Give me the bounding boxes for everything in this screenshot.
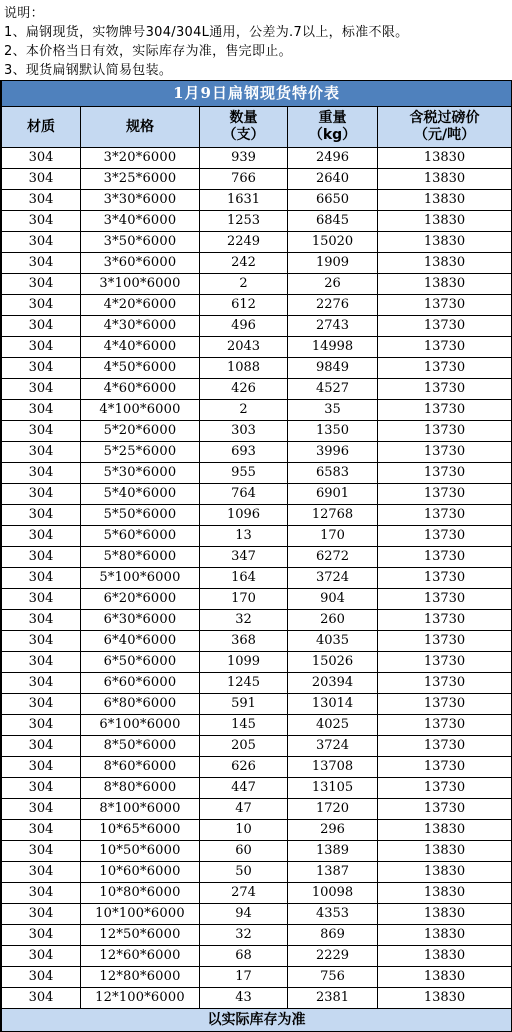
cell-quantity: 2249 [200, 232, 288, 253]
note-line: 1、扁钢现货，实物牌号304/304L通用，公差为.7以上，标准不限。 [4, 25, 409, 40]
cell-price: 13730 [378, 652, 512, 673]
cell-material: 304 [2, 358, 81, 379]
cell-material: 304 [2, 610, 81, 631]
header-weight-label: 重量 [318, 110, 347, 126]
header-quantity-label: 数量 [229, 110, 258, 126]
cell-spec: 12*80*6000 [81, 967, 200, 988]
cell-spec: 6*40*6000 [81, 631, 200, 652]
cell-spec: 10*50*6000 [81, 841, 200, 862]
cell-weight: 2381 [288, 988, 378, 1009]
cell-price: 13730 [378, 526, 512, 547]
cell-price: 13830 [378, 274, 512, 295]
cell-weight: 3996 [288, 442, 378, 463]
cell-spec: 5*20*6000 [81, 421, 200, 442]
table-row [2, 610, 512, 631]
table-row [2, 841, 512, 862]
cell-spec: 12*100*6000 [81, 988, 200, 1009]
cell-quantity: 242 [200, 253, 288, 274]
table-body [2, 148, 512, 1009]
cell-weight: 3724 [288, 568, 378, 589]
cell-spec: 10*65*6000 [81, 820, 200, 841]
cell-price: 13830 [378, 988, 512, 1009]
header-weight-unit: （kg） [308, 127, 357, 143]
table-row [2, 967, 512, 988]
cell-price: 13830 [378, 946, 512, 967]
cell-price: 13730 [378, 589, 512, 610]
cell-material: 304 [2, 967, 81, 988]
cell-weight: 296 [288, 820, 378, 841]
cell-weight: 26 [288, 274, 378, 295]
cell-material: 304 [2, 421, 81, 442]
cell-weight: 15020 [288, 232, 378, 253]
cell-weight: 6650 [288, 190, 378, 211]
cell-price: 13830 [378, 232, 512, 253]
cell-weight: 9849 [288, 358, 378, 379]
cell-spec: 4*100*6000 [81, 400, 200, 421]
cell-weight: 1389 [288, 841, 378, 862]
header-material: 材质 [2, 107, 81, 148]
price-table [1, 80, 512, 1032]
cell-price: 13730 [378, 715, 512, 736]
cell-weight: 35 [288, 400, 378, 421]
cell-quantity: 274 [200, 883, 288, 904]
cell-spec: 6*60*6000 [81, 673, 200, 694]
header-quantity-unit: （支） [222, 127, 265, 143]
cell-material: 304 [2, 190, 81, 211]
cell-spec: 3*100*6000 [81, 274, 200, 295]
cell-price: 13730 [378, 463, 512, 484]
cell-quantity: 347 [200, 547, 288, 568]
cell-quantity: 764 [200, 484, 288, 505]
cell-quantity: 1253 [200, 211, 288, 232]
cell-weight: 13014 [288, 694, 378, 715]
cell-weight: 20394 [288, 673, 378, 694]
cell-price: 13830 [378, 967, 512, 988]
notes-block [0, 0, 512, 80]
cell-price: 13730 [378, 358, 512, 379]
cell-spec: 5*25*6000 [81, 442, 200, 463]
cell-weight: 10098 [288, 883, 378, 904]
cell-price: 13730 [378, 799, 512, 820]
table-row [2, 988, 512, 1009]
table-row [2, 715, 512, 736]
cell-material: 304 [2, 316, 81, 337]
cell-spec: 3*20*6000 [81, 148, 200, 169]
cell-price: 13730 [378, 610, 512, 631]
cell-quantity: 1631 [200, 190, 288, 211]
cell-material: 304 [2, 274, 81, 295]
cell-price: 13830 [378, 925, 512, 946]
cell-price: 13730 [378, 484, 512, 505]
cell-spec: 5*100*6000 [81, 568, 200, 589]
cell-quantity: 60 [200, 841, 288, 862]
cell-quantity: 939 [200, 148, 288, 169]
cell-price: 13830 [378, 148, 512, 169]
cell-quantity: 205 [200, 736, 288, 757]
cell-spec: 4*40*6000 [81, 337, 200, 358]
cell-material: 304 [2, 148, 81, 169]
cell-spec: 5*60*6000 [81, 526, 200, 547]
cell-price: 13830 [378, 883, 512, 904]
table-row [2, 484, 512, 505]
table-row [2, 400, 512, 421]
table-row [2, 799, 512, 820]
cell-price: 13730 [378, 694, 512, 715]
cell-quantity: 591 [200, 694, 288, 715]
cell-material: 304 [2, 841, 81, 862]
cell-material: 304 [2, 673, 81, 694]
cell-price: 13730 [378, 547, 512, 568]
cell-quantity: 17 [200, 967, 288, 988]
header-price-label: 含税过磅价 [409, 110, 480, 126]
table-row [2, 589, 512, 610]
cell-weight: 2640 [288, 169, 378, 190]
cell-weight: 1909 [288, 253, 378, 274]
cell-spec: 10*60*6000 [81, 862, 200, 883]
table-row [2, 757, 512, 778]
cell-spec: 6*20*6000 [81, 589, 200, 610]
cell-material: 304 [2, 484, 81, 505]
cell-weight: 3724 [288, 736, 378, 757]
cell-quantity: 626 [200, 757, 288, 778]
cell-material: 304 [2, 169, 81, 190]
cell-weight: 1387 [288, 862, 378, 883]
cell-weight: 4353 [288, 904, 378, 925]
cell-weight: 2276 [288, 295, 378, 316]
cell-material: 304 [2, 988, 81, 1009]
cell-price: 13830 [378, 862, 512, 883]
cell-spec: 5*30*6000 [81, 463, 200, 484]
cell-material: 304 [2, 232, 81, 253]
table-row [2, 169, 512, 190]
table-row [2, 862, 512, 883]
cell-price: 13730 [378, 421, 512, 442]
cell-weight: 6583 [288, 463, 378, 484]
cell-price: 13830 [378, 211, 512, 232]
table-row [2, 883, 512, 904]
cell-spec: 8*50*6000 [81, 736, 200, 757]
cell-quantity: 13 [200, 526, 288, 547]
table-footer: 以实际库存为准 [2, 1009, 512, 1032]
cell-weight: 4527 [288, 379, 378, 400]
table-row [2, 778, 512, 799]
cell-weight: 14998 [288, 337, 378, 358]
cell-weight: 6272 [288, 547, 378, 568]
cell-price: 13730 [378, 568, 512, 589]
cell-spec: 4*50*6000 [81, 358, 200, 379]
cell-quantity: 496 [200, 316, 288, 337]
cell-material: 304 [2, 757, 81, 778]
cell-weight: 4025 [288, 715, 378, 736]
cell-weight: 904 [288, 589, 378, 610]
table-row [2, 274, 512, 295]
cell-spec: 8*80*6000 [81, 778, 200, 799]
table-row [2, 946, 512, 967]
cell-price: 13730 [378, 379, 512, 400]
cell-spec: 10*80*6000 [81, 883, 200, 904]
cell-spec: 6*80*6000 [81, 694, 200, 715]
cell-quantity: 693 [200, 442, 288, 463]
cell-weight: 2496 [288, 148, 378, 169]
price-table-container [0, 80, 512, 1032]
cell-material: 304 [2, 442, 81, 463]
cell-material: 304 [2, 463, 81, 484]
header-row [2, 107, 512, 148]
cell-quantity: 955 [200, 463, 288, 484]
header-spec: 规格 [81, 107, 200, 148]
cell-spec: 12*50*6000 [81, 925, 200, 946]
table-row [2, 232, 512, 253]
cell-quantity: 170 [200, 589, 288, 610]
cell-weight: 1350 [288, 421, 378, 442]
cell-weight: 1720 [288, 799, 378, 820]
table-row [2, 337, 512, 358]
cell-quantity: 368 [200, 631, 288, 652]
cell-price: 13730 [378, 757, 512, 778]
cell-material: 304 [2, 736, 81, 757]
cell-spec: 6*50*6000 [81, 652, 200, 673]
table-title: 1月9日扁钢现货特价表 [2, 81, 512, 107]
cell-quantity: 68 [200, 946, 288, 967]
cell-material: 304 [2, 820, 81, 841]
cell-price: 13730 [378, 442, 512, 463]
cell-quantity: 32 [200, 925, 288, 946]
note-line: 3、现货扁钢默认简易包装。 [4, 63, 173, 78]
cell-quantity: 766 [200, 169, 288, 190]
cell-spec: 5*80*6000 [81, 547, 200, 568]
table-row [2, 526, 512, 547]
cell-price: 13830 [378, 190, 512, 211]
cell-material: 304 [2, 337, 81, 358]
cell-spec: 3*25*6000 [81, 169, 200, 190]
cell-quantity: 32 [200, 610, 288, 631]
cell-material: 304 [2, 904, 81, 925]
table-row [2, 505, 512, 526]
table-row [2, 673, 512, 694]
cell-quantity: 1099 [200, 652, 288, 673]
cell-quantity: 145 [200, 715, 288, 736]
cell-price: 13730 [378, 505, 512, 526]
cell-spec: 3*50*6000 [81, 232, 200, 253]
table-row [2, 904, 512, 925]
cell-material: 304 [2, 505, 81, 526]
cell-price: 13730 [378, 673, 512, 694]
cell-material: 304 [2, 652, 81, 673]
cell-material: 304 [2, 589, 81, 610]
cell-quantity: 612 [200, 295, 288, 316]
cell-weight: 2743 [288, 316, 378, 337]
cell-price: 13830 [378, 820, 512, 841]
table-row [2, 148, 512, 169]
cell-quantity: 1096 [200, 505, 288, 526]
cell-quantity: 2043 [200, 337, 288, 358]
cell-material: 304 [2, 631, 81, 652]
cell-spec: 10*100*6000 [81, 904, 200, 925]
table-row [2, 211, 512, 232]
table-row [2, 547, 512, 568]
table-row [2, 358, 512, 379]
cell-weight: 6901 [288, 484, 378, 505]
cell-material: 304 [2, 400, 81, 421]
cell-material: 304 [2, 715, 81, 736]
cell-weight: 170 [288, 526, 378, 547]
cell-price: 13830 [378, 841, 512, 862]
cell-spec: 3*40*6000 [81, 211, 200, 232]
cell-quantity: 164 [200, 568, 288, 589]
cell-material: 304 [2, 799, 81, 820]
cell-quantity: 1245 [200, 673, 288, 694]
cell-spec: 6*30*6000 [81, 610, 200, 631]
cell-material: 304 [2, 253, 81, 274]
table-row [2, 379, 512, 400]
cell-quantity: 447 [200, 778, 288, 799]
cell-quantity: 47 [200, 799, 288, 820]
table-row [2, 190, 512, 211]
cell-quantity: 426 [200, 379, 288, 400]
cell-quantity: 50 [200, 862, 288, 883]
cell-price: 13830 [378, 253, 512, 274]
table-row [2, 652, 512, 673]
cell-price: 13730 [378, 316, 512, 337]
header-quantity [200, 107, 288, 148]
cell-material: 304 [2, 547, 81, 568]
cell-weight: 2229 [288, 946, 378, 967]
cell-spec: 3*60*6000 [81, 253, 200, 274]
cell-spec: 8*60*6000 [81, 757, 200, 778]
cell-price: 13730 [378, 778, 512, 799]
table-row [2, 295, 512, 316]
header-weight [288, 107, 378, 148]
cell-price: 13730 [378, 337, 512, 358]
cell-material: 304 [2, 946, 81, 967]
cell-quantity: 1088 [200, 358, 288, 379]
cell-spec: 6*100*6000 [81, 715, 200, 736]
table-row [2, 631, 512, 652]
cell-price: 13730 [378, 631, 512, 652]
cell-material: 304 [2, 862, 81, 883]
cell-price: 13830 [378, 904, 512, 925]
cell-weight: 756 [288, 967, 378, 988]
cell-weight: 6845 [288, 211, 378, 232]
notes-heading: 说明： [4, 6, 44, 21]
cell-material: 304 [2, 295, 81, 316]
note-line: 2、本价格当日有效，实际库存为准，售完即止。 [4, 44, 292, 59]
cell-material: 304 [2, 211, 81, 232]
cell-price: 13730 [378, 736, 512, 757]
cell-quantity: 94 [200, 904, 288, 925]
cell-price: 13730 [378, 400, 512, 421]
cell-quantity: 10 [200, 820, 288, 841]
cell-quantity: 43 [200, 988, 288, 1009]
table-row [2, 736, 512, 757]
header-price [378, 107, 512, 148]
cell-material: 304 [2, 379, 81, 400]
table-row [2, 316, 512, 337]
cell-material: 304 [2, 568, 81, 589]
cell-material: 304 [2, 526, 81, 547]
cell-spec: 4*20*6000 [81, 295, 200, 316]
cell-spec: 3*30*6000 [81, 190, 200, 211]
table-row [2, 463, 512, 484]
cell-material: 304 [2, 694, 81, 715]
cell-material: 304 [2, 925, 81, 946]
cell-weight: 15026 [288, 652, 378, 673]
cell-spec: 5*40*6000 [81, 484, 200, 505]
cell-quantity: 2 [200, 400, 288, 421]
header-price-unit: （元/吨） [413, 127, 476, 143]
table-row [2, 694, 512, 715]
cell-weight: 260 [288, 610, 378, 631]
cell-spec: 8*100*6000 [81, 799, 200, 820]
table-row [2, 925, 512, 946]
cell-price: 13830 [378, 169, 512, 190]
table-row [2, 442, 512, 463]
cell-weight: 4035 [288, 631, 378, 652]
table-row [2, 820, 512, 841]
cell-spec: 4*60*6000 [81, 379, 200, 400]
cell-quantity: 303 [200, 421, 288, 442]
table-row [2, 253, 512, 274]
cell-spec: 5*50*6000 [81, 505, 200, 526]
cell-price: 13730 [378, 295, 512, 316]
table-row [2, 568, 512, 589]
table-row [2, 421, 512, 442]
cell-weight: 13708 [288, 757, 378, 778]
cell-weight: 12768 [288, 505, 378, 526]
cell-weight: 13105 [288, 778, 378, 799]
cell-spec: 4*30*6000 [81, 316, 200, 337]
cell-material: 304 [2, 883, 81, 904]
cell-material: 304 [2, 778, 81, 799]
cell-spec: 12*60*6000 [81, 946, 200, 967]
cell-weight: 869 [288, 925, 378, 946]
cell-quantity: 2 [200, 274, 288, 295]
